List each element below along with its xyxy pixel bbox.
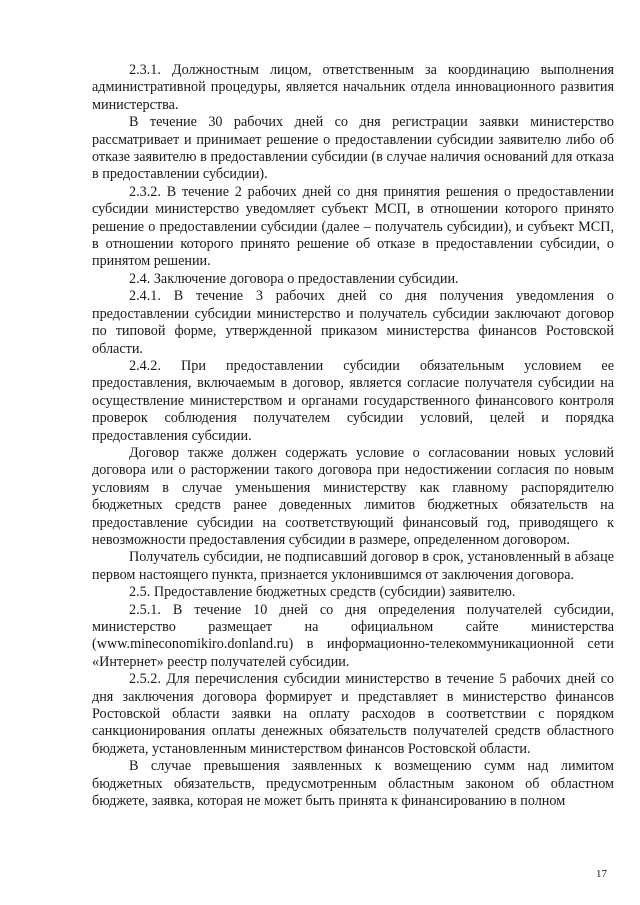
paragraph: 2.4. Заключение договора о предоставлении субсидии. (129, 270, 459, 287)
paragraph: 2.3.2. В течение 2 рабочих дней со дня принятия решения о предоставлении субсидии министерство уведомляет субъект МСП, в отношении которого принято решение о предоставлении субсидии (далее – получатель субсидии), и субъект МСП, в отношении которого принято решение об отказе в предоставлении субсидии, о принятом решении. (92, 183, 614, 270)
paragraph: 2.5. Предоставление бюджетных средств (субсидии) заявителю. (129, 584, 516, 601)
page-number: 17 (596, 868, 607, 880)
paragraph: В случае превышения заявленных к возмещению сумм над лимитом бюджетных обязательств, предусмотренным областным законом об областном бюджете, заявка, которая не может быть принята к финансированию в полном (92, 758, 614, 810)
document-body (92, 62, 614, 810)
paragraph: 2.4.2. При предоставлении субсидии обязательным условием ее предоставления, включаемым в договор, является согласие получателя субсидии на осуществление министерством и органами государственного финансового контроля проверок соблюдения получателем субсидии условий, целей и порядка предоставления субсидии. (92, 357, 614, 444)
paragraph: Получатель субсидии, не подписавший договор в срок, установленный в абзаце первом настоящего пункта, признается уклонившимся от заключения договора. (92, 549, 614, 583)
paragraph: Договор также должен содержать условие о согласовании новых условий договора или о расторжении такого договора при недостижении согласия по новым условиям в случае уменьшения министерству как главному распорядителю бюджетных средств ранее доведенных лимитов бюджетных обязательств на предоставление субсидии на соответствующий финансовый год, приводящего к невозможности предоставления субсидии в размере, определенном договором. (92, 444, 614, 548)
paragraph: В течение 30 рабочих дней со дня регистрации заявки министерство рассматривает и принимает решение о предоставлении субсидии заявителю либо об отказе заявителю в предоставлении субсидии (в случае наличия оснований для отказа в предоставлении субсидии). (92, 114, 614, 183)
paragraph: 2.4.1. В течение 3 рабочих дней со дня получения уведомления о предоставлении субсидии министерство и получатель субсидии заключают договор по типовой форме, утвержденной приказом министерства финансов Ростовской области. (92, 288, 614, 357)
paragraph: 2.5.1. В течение 10 дней со дня определения получателей субсидии, министерство размещает на официальном сайте министерства (www.mineconomikiro.donland.ru) в информационно-телекоммуникационной сети «Интернет» реестр получателей субсидии. (92, 601, 614, 670)
paragraph: 2.5.2. Для перечисления субсидии министерство в течение 5 рабочих дней со дня заключения договора формирует и представляет в министерство финансов Ростовской области заявки на оплату расходов в соответствии с порядком санкционирования оплаты денежных обязательств получателей средств областного бюджета, установленным министерством финансов Ростовской области. (92, 671, 614, 757)
paragraph: 2.3.1. Должностным лицом, ответственным за координацию выполнения административной процедуры, является начальник отдела инновационного развития министерства. (92, 62, 614, 113)
